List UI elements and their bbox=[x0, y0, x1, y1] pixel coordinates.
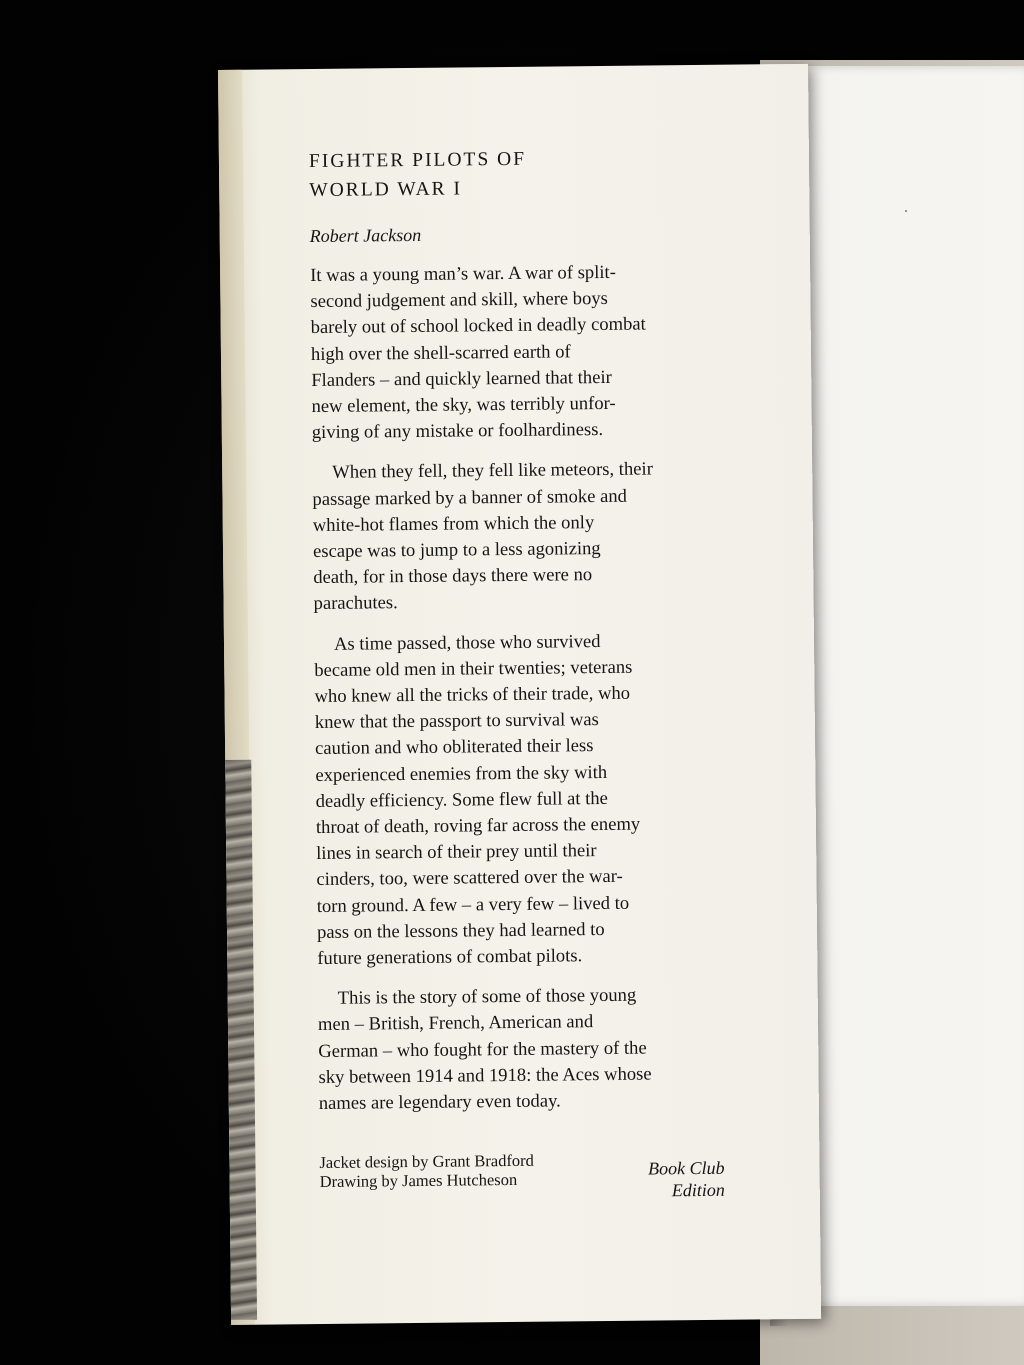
blurb-line: When they fell, they fell like meteors, their bbox=[332, 458, 653, 484]
blurb-line: As time passed, those who survived bbox=[333, 630, 601, 655]
blurb-line: became old men in their twenties; veterans bbox=[314, 656, 633, 681]
book-title-line-2: WORLD WAR I bbox=[309, 178, 463, 202]
edition-line-1: Book Club bbox=[647, 1157, 725, 1179]
blurb-line: sky between 1914 and 1918: the Aces whose bbox=[318, 1063, 652, 1088]
blurb-line: second judgement and skill, where boys bbox=[310, 288, 608, 313]
blurb-paragraph-4 bbox=[318, 982, 719, 1117]
edition-line-2: Edition bbox=[671, 1179, 725, 1201]
dust-jacket-flap bbox=[218, 64, 821, 1325]
blurb-line: who knew all the tricks of their trade, who bbox=[314, 682, 631, 708]
paper-speck bbox=[905, 210, 907, 212]
blurb-line: It was a young man’s war. A war of split- bbox=[310, 261, 616, 287]
blurb-line: white-hot flames from which the only bbox=[312, 511, 595, 536]
blurb-line: experienced enemies from the sky with bbox=[315, 761, 608, 786]
book-club-edition-label bbox=[624, 1157, 724, 1202]
blurb-line: German – who fought for the mastery of the bbox=[318, 1037, 647, 1062]
blurb-paragraph-2 bbox=[312, 456, 714, 617]
blurb-line: future generations of combat pilots. bbox=[317, 945, 583, 970]
blurb-line: passage marked by a banner of smoke and bbox=[312, 485, 628, 510]
blurb-line: lines in search of their prey until their bbox=[316, 840, 597, 865]
blurb-line: escape was to jump to a less agonizing bbox=[312, 538, 601, 563]
blurb-line: barely out of school locked in deadly combat bbox=[310, 313, 646, 339]
blurb-line: This is the story of some of those young bbox=[337, 984, 637, 1010]
blurb-line: giving of any mistake or foolhardiness. bbox=[311, 419, 604, 444]
blurb-paragraph-3 bbox=[314, 627, 718, 972]
credit-jacket-design: Jacket design by Grant Bradford bbox=[319, 1151, 534, 1173]
credit-drawing: Drawing by James Hutcheson bbox=[319, 1170, 518, 1192]
book-author: Robert Jackson bbox=[309, 224, 422, 247]
blurb-line: men – British, French, American and bbox=[317, 1011, 594, 1036]
blurb-paragraph-1 bbox=[310, 259, 712, 447]
blurb-line: caution and who obliterated their less bbox=[315, 735, 594, 760]
blurb-line: death, for in those days there were no bbox=[313, 564, 593, 589]
blurb-line: throat of death, roving far across the enemy bbox=[315, 813, 641, 839]
book-title-line-1: FIGHTER PILOTS OF bbox=[308, 148, 527, 173]
blurb-line: deadly efficiency. Some flew full at the bbox=[315, 787, 608, 812]
blurb-line: torn ground. A few – a very few – lived to bbox=[316, 892, 630, 917]
cover-illustration-edge bbox=[225, 760, 257, 1320]
blurb-line: Flanders – and quickly learned that their bbox=[311, 366, 612, 391]
blurb-line: high over the shell-scarred earth of bbox=[310, 340, 571, 365]
blurb-line: pass on the lessons they had learned to bbox=[316, 918, 605, 943]
flap-text bbox=[309, 143, 720, 1191]
blurb-line: names are legendary even today. bbox=[318, 1090, 561, 1115]
blurb-line: cinders, too, were scattered over the war- bbox=[316, 866, 623, 891]
blurb-line: new element, the sky, was terribly unfor- bbox=[311, 392, 616, 418]
blurb-line: knew that the passport to survival was bbox=[314, 709, 599, 734]
blurb-line: parachutes. bbox=[313, 592, 398, 615]
endpaper-page bbox=[785, 66, 1024, 1306]
